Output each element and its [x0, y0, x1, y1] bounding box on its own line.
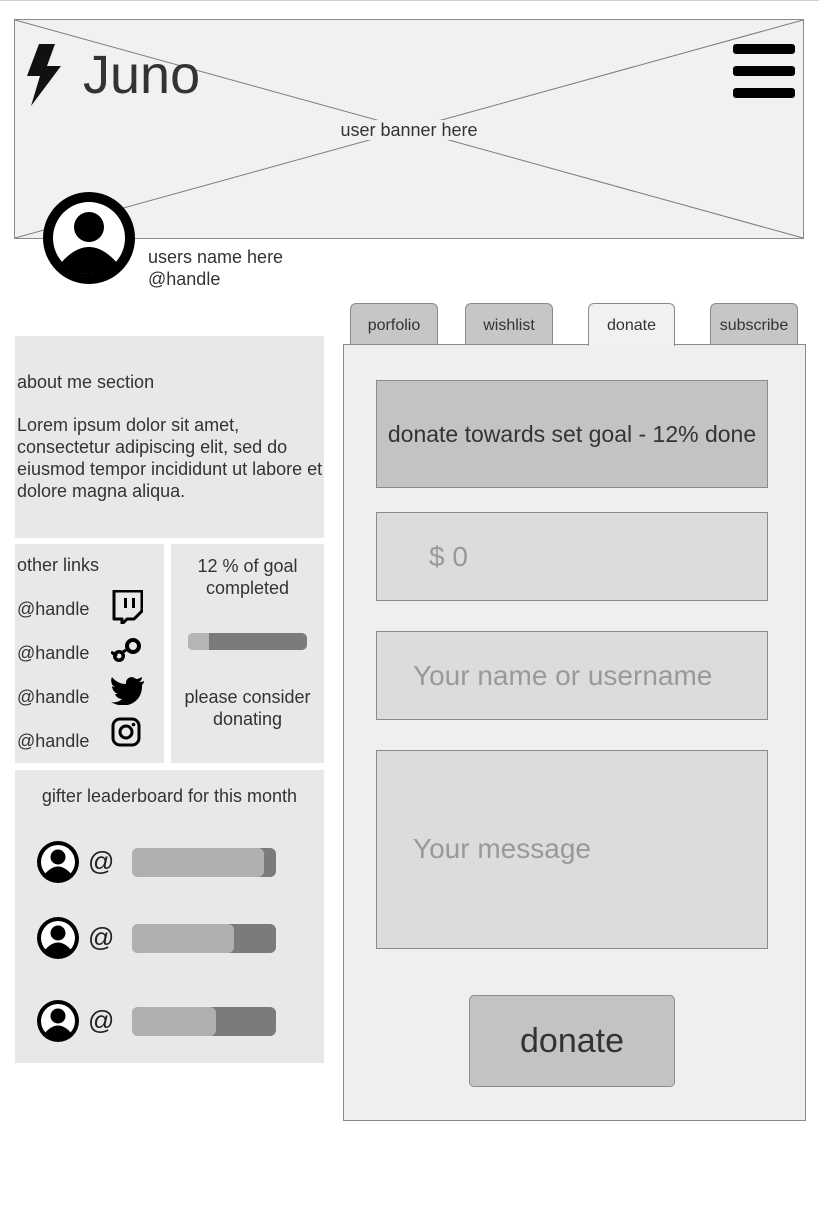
app-logo-text[interactable]: Juno: [83, 45, 201, 105]
name-field[interactable]: Your name or username: [376, 631, 768, 720]
twitch-link[interactable]: [17, 599, 89, 620]
link-handle[interactable]: @handle: [17, 687, 90, 707]
twitter-link[interactable]: [17, 687, 89, 708]
leaderboard-row[interactable]: [36, 840, 281, 884]
goal-progress-fill: [188, 633, 209, 650]
leaderboard-handle: @: [88, 1005, 115, 1035]
leaderboard-panel: [15, 770, 324, 1063]
other-links-panel: [15, 544, 164, 763]
leaderboard-title: gifter leaderboard for this month: [41, 786, 298, 806]
goal-progress-bar: [188, 633, 307, 650]
banner-placeholder-text: user banner here: [332, 120, 485, 140]
twitch-icon[interactable]: [111, 590, 143, 629]
twitter-icon[interactable]: [111, 677, 145, 710]
top-divider: [0, 0, 819, 1]
message-field[interactable]: Your message: [376, 750, 768, 949]
leaderboard-bar-fill: [132, 848, 264, 877]
instagram-icon[interactable]: [111, 717, 141, 752]
tab-portfolio[interactable]: porfolio: [350, 303, 438, 345]
leaderboard-handle: @: [88, 922, 115, 952]
donate-goal-banner: donate towards set goal - 12% done: [376, 380, 768, 488]
goal-cta-text: please consider donating: [184, 687, 311, 729]
about-title: about me section: [17, 372, 155, 392]
leaderboard-bar-fill: [132, 1007, 216, 1036]
leaderboard-bar: [132, 1007, 276, 1036]
about-body: Lorem ipsum dolor sit amet, consectetur adipiscing elit, sed do eiusmod tempor incididunt ut labore et dolore magna aliqua.: [17, 415, 323, 501]
amount-field[interactable]: $ 0: [376, 512, 768, 601]
leaderboard-bar-fill: [132, 924, 234, 953]
leaderboard-row[interactable]: [36, 999, 281, 1043]
steam-icon[interactable]: [111, 637, 143, 670]
goal-panel: [171, 544, 324, 763]
leaderboard-bar: [132, 848, 276, 877]
tab-donate[interactable]: donate: [588, 303, 675, 346]
link-handle[interactable]: @handle: [17, 731, 90, 751]
leaderboard-bar: [132, 924, 276, 953]
link-handle[interactable]: @handle: [17, 599, 90, 619]
user-handle: @handle: [148, 269, 221, 289]
instagram-link[interactable]: [17, 731, 89, 752]
leaderboard-row[interactable]: [36, 916, 281, 960]
hamburger-menu-icon[interactable]: [733, 44, 795, 98]
user-avatar-icon: [36, 999, 80, 1043]
donate-button[interactable]: donate: [469, 995, 675, 1087]
links-title: other links: [17, 555, 100, 575]
user-avatar-icon[interactable]: [43, 192, 135, 289]
leaderboard-handle: @: [88, 846, 115, 876]
tab-subscribe[interactable]: subscribe: [710, 303, 798, 345]
about-panel: [15, 336, 324, 538]
goal-progress-text: 12 % of goal completed: [197, 556, 298, 598]
user-avatar-icon: [36, 840, 80, 884]
donate-panel: [343, 344, 806, 1121]
tab-wishlist[interactable]: wishlist: [465, 303, 553, 345]
user-display-name: users name here: [148, 247, 284, 267]
lightning-bolt-icon: [23, 44, 63, 111]
steam-link[interactable]: [17, 643, 89, 664]
user-avatar-icon: [36, 916, 80, 960]
link-handle[interactable]: @handle: [17, 643, 90, 663]
